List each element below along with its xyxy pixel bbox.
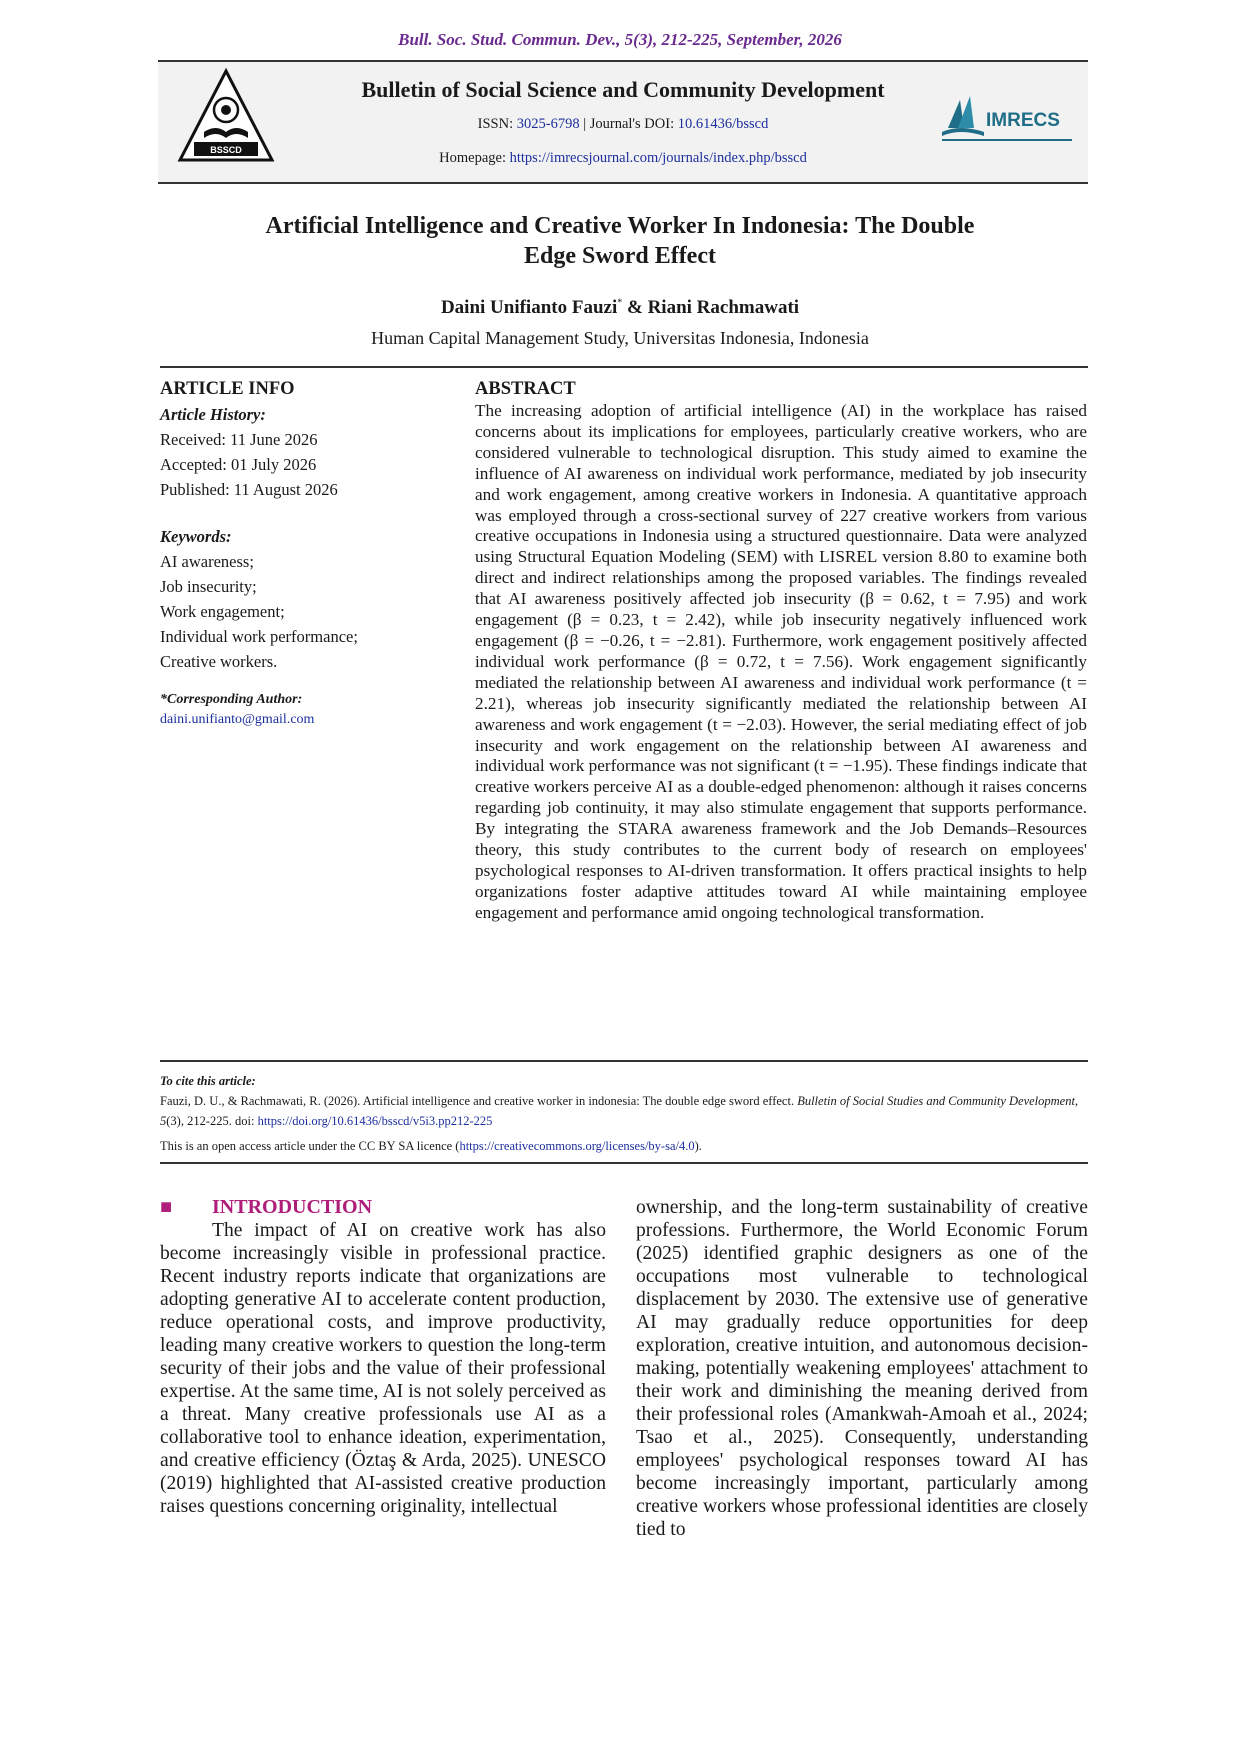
- divider: [160, 1162, 1088, 1164]
- citation-heading: To cite this article:: [160, 1074, 256, 1088]
- article-info: [160, 377, 420, 730]
- authors: Daini Unifianto Fauzi* & Riani Rachmawati: [440, 297, 800, 318]
- homepage-link[interactable]: https://imrecsjournal.com/journals/index.php/bsscd: [509, 150, 807, 166]
- corresponding-email-link[interactable]: daini.unifianto@gmail.com: [160, 712, 315, 727]
- article-title: Artificial Intelligence and Creative Worker In Indonesia: The Double Edge Sword Effect: [265, 213, 975, 269]
- keyword: Work engagement;: [160, 602, 285, 621]
- abstract-heading: ABSTRACT: [475, 379, 576, 399]
- imrecs-logo-icon: [940, 92, 1074, 146]
- keyword: AI awareness;: [160, 552, 254, 571]
- keywords-heading: Keywords:: [160, 527, 232, 546]
- abstract: [475, 377, 1087, 924]
- introduction-right-column: [636, 1196, 1088, 1541]
- accepted-date: Accepted: 01 July 2026: [160, 455, 317, 474]
- logo-left-text: BSSCD: [210, 145, 242, 155]
- journal-masthead: [158, 60, 1088, 184]
- corresponding-mark: *: [617, 297, 623, 309]
- divider: [160, 1060, 1088, 1062]
- keyword: Creative workers.: [160, 652, 278, 671]
- citation-text: Fauzi, D. U., & Rachmawati, R. (2026). Artificial intelligence and creative worker in indonesia: The double edge sword effect. Bulletin of Social Studies and Community Development, 5(3), 212-225. doi: https://doi.org/10.61436/bsscd/v5i3.pp212-225: [160, 1094, 1079, 1128]
- abstract-text: The increasing adoption of artificial intelligence (AI) in the workplace has raised concerns about its implications for employees, particularly creative workers, who are considered vulnerable to technological disruption. This study aimed to examine the influence of AI awareness on individual work performance, mediated by job insecurity and work engagement, among creative workers in Indonesia. A quantitative approach was employed through a cross-sectional survey of 227 creative workers from various creative occupations in Indonesia using a structured questionnaire. Data were analyzed using Structural Equation Modeling (SEM) with LISREL version 8.80 to examine both direct and indirect relationships among the proposed variables. The findings revealed that AI awareness positively affected job insecurity (β = 0.62, t = 7.95) and work engagement (β = 0.23, t = 2.42), while job insecurity negatively influenced work engagement (β = −0.26, t = −2.81). Furthermore, work engagement positively affected individual work performance (β = 0.72, t = 7.56). Work engagement significantly mediated the relationship between AI awareness and individual work performance (t = 2.21), whereas job insecurity significantly mediated the relationship between AI awareness and work engagement (t = −2.03). However, the serial mediating effect of job insecurity and work engagement on the relationship between AI awareness and individual work performance was not significant (t = −1.95). These findings indicate that creative workers perceive AI as a double-edged phenomenon: although it raises concerns regarding job continuity, it may also stimulate engagement that supports performance. By integrating the STARA awareness framework and the Job Demands–Resources theory, this study contributes to the current body of research on employees' psychological responses to AI-driven transformation. It offers practical insights to help organizations foster adaptive attitudes toward AI while maintaining employee engagement and performance amid ongoing technological transformation.: [475, 401, 1087, 922]
- keyword: Job insecurity;: [160, 577, 257, 596]
- published-date: Published: 11 August 2026: [160, 480, 338, 499]
- citation-doi-link[interactable]: https://doi.org/10.61436/bsscd/v5i3.pp212-225: [257, 1114, 493, 1128]
- section-bullet-icon: ■: [160, 1196, 173, 1218]
- issn-line: ISSN: 3025-6798 | Journal's DOI: 10.61436/bsscd: [477, 116, 769, 132]
- license-link[interactable]: https://creativecommons.org/licenses/by-sa/4.0: [459, 1139, 695, 1153]
- issn-link[interactable]: 3025-6798: [516, 116, 580, 132]
- citation-block: [160, 1071, 1088, 1156]
- affiliation: Human Capital Management Study, Universitas Indonesia, Indonesia: [371, 328, 869, 348]
- divider: [160, 366, 1088, 368]
- introduction-left-column: [160, 1196, 606, 1518]
- introduction-text-left: The impact of AI on creative work has also become increasingly visible in professional practice. Recent industry reports indicate that organizations are adopting generative AI to accelerate content production, reduce operational costs, and improve productivity, leading many creative workers to question the long-term security of their jobs and the value of their professional expertise. At the same time, AI is not solely perceived as a threat. Many creative professionals use AI as a collaborative tool to enhance ideation, experimentation, and creative efficiency (Öztaş & Arda, 2025). UNESCO (2019) highlighted that AI-assisted creative production raises questions concerning originality, intellectual: [160, 1220, 606, 1517]
- homepage-line: Homepage: https://imrecsjournal.com/journals/index.php/bsscd: [439, 150, 807, 166]
- license-text: This is an open access article under the CC BY SA licence (https://creativecommons.org/licenses/by-sa/4.0).: [160, 1139, 702, 1153]
- journal-doi-link[interactable]: 10.61436/bsscd: [677, 116, 769, 132]
- introduction-heading: ■ INTRODUCTION: [160, 1196, 373, 1218]
- author-2: Riani Rachmawati: [647, 297, 800, 318]
- received-date: Received: 11 June 2026: [160, 430, 318, 449]
- author-1: Daini Unifianto Fauzi: [440, 297, 618, 318]
- introduction-text-right: ownership, and the long-term sustainability of creative professions. Furthermore, the World Economic Forum (2025) identified graphic designers as one of the occupations most vulnerable to technological displacement by 2030. The extensive use of generative AI may gradually reduce opportunities for deep exploration, creative intuition, and autonomous decision-making, potentially weakening employees' attachment to their work and diminishing the meaning derived from their professional roles (Amankwah-Amoah et al., 2024; Tsao et al., 2025). Consequently, understanding employees' psychological responses toward AI has become increasingly important, particularly among creative workers whose professional identities are closely tied to: [636, 1197, 1088, 1540]
- logo-right-text: IMRECS: [986, 110, 1060, 131]
- corresponding-heading: *Corresponding Author:: [160, 692, 303, 707]
- journal-name: Bulletin of Social Science and Community Development: [361, 77, 885, 102]
- history-heading: Article History:: [160, 405, 266, 424]
- article-info-heading: ARTICLE INFO: [160, 379, 295, 399]
- keyword: Individual work performance;: [160, 627, 358, 646]
- running-head: Bull. Soc. Stud. Commun. Dev., 5(3), 212-225, September, 2026: [398, 30, 842, 49]
